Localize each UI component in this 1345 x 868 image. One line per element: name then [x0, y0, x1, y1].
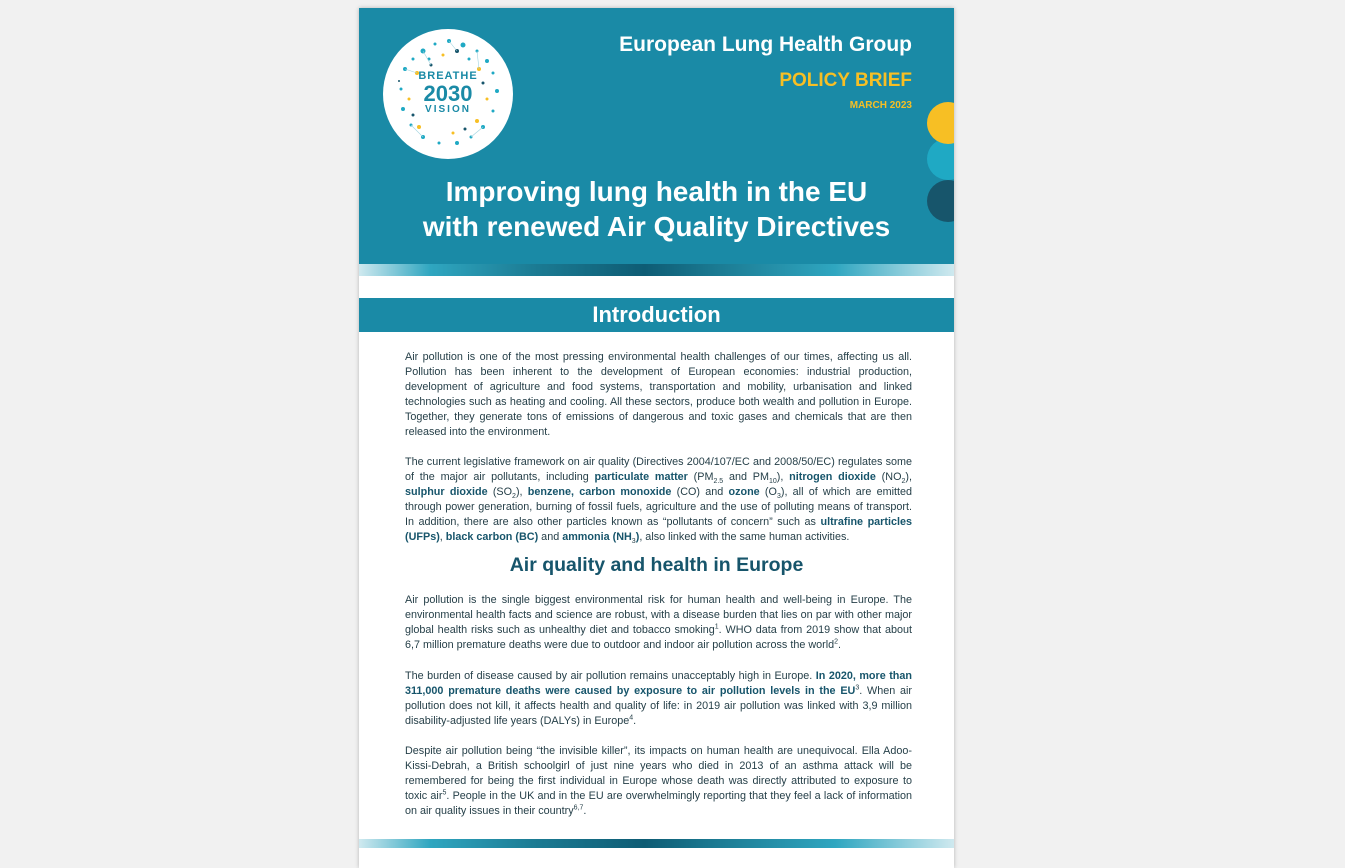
decorative-circle-yellow: [927, 102, 954, 144]
publication-date: MARCH 2023: [849, 100, 912, 111]
header-banner: [359, 8, 954, 264]
header-gradient-stripe: [359, 264, 954, 276]
air-quality-paragraph-1: Air pollution is the single biggest environmental risk for human health and well-being in Europe. The environmental health facts and science are robust, with a disease burden that lies on par with other major global health risks such as unhealthy diet and tobacco smoking$^1$. WHO data from 2019 show that about 6,7 million premature deaths were due to outdoor and indoor air pollution across the world$^2$.: [405, 594, 912, 651]
organization-name: European Lung Health Group: [619, 33, 912, 56]
intro-paragraph-2: The current legislative framework on air quality (Directives 2004/107/EC and 2008/50/EC) regulates some of the major air pollutants, including particulate matter ($PM_{2.5}$ and $PM_{10}$), nitrogen dioxide $(NO_2)$, sulphur dioxide $(SO_2)$, benzene, carbon monoxide (CO) and ozone $(O_3)$, all of which are emitted through power generation, burning of fossil fuels, agriculture and the use of polluting means of transport. In addition, there are also other particles known as “pollutants of concern” such as ultrafine particles (UFPs), black carbon (BC) and ammonia $(NH_3)$, also linked with the same human activities.: [405, 456, 912, 546]
intro-paragraph-1: Air pollution is one of the most pressing environmental health challenges of our times, affecting us all. Pollution has been inherent to the development of European economies: industrial production, development of agriculture and food systems, transportation and mobility, urbanisation and linked technologies such as heating and cooling. All these sectors, produce both wealth and pollution in Europe. Together, they generate tons of emissions of dangerous and toxic gases and chemicals that are then released into the environment.: [405, 351, 912, 438]
document-title: [359, 174, 954, 244]
document-type: POLICY BRIEF: [779, 70, 912, 91]
footer-gradient-stripe: [359, 839, 954, 848]
logo-year-text: 2030: [423, 81, 473, 106]
title-line-2: with renewed Air Quality Directives: [422, 211, 891, 242]
policy-brief-page: [359, 8, 954, 868]
logo-breathe-text: BREATHE: [418, 70, 478, 82]
air-quality-paragraph-2: The burden of disease caused by air pollution remains unacceptably high in Europe. In 2020, more than 311,000 premature deaths were caused by exposure to air pollution levels in the $EU^3$. When air pollution does not kill, it affects health and quality of life: in 2019 air pollution was linked with 3,9 million disability-adjusted life years (DALYs) in Europe$^4$.: [405, 670, 913, 727]
logo-vision-text: VISION: [425, 104, 471, 115]
title-line-1: Improving lung health in the EU: [445, 176, 868, 207]
breathe-vision-logo: [383, 29, 513, 159]
air-quality-heading: Air quality and health in Europe: [509, 554, 804, 576]
introduction-heading: Introduction: [359, 298, 954, 332]
air-quality-paragraph-3: Despite air pollution being “the invisible killer”, its impacts on human health are unequivocal. Ella Adoo-Kissi-Debrah, a British schoolgirl of just nine years who died in 2013 of an asthma attack will be remembered for being the first individual in Europe whose death was directly attributed to exposure to toxic air$^5$. People in the UK and in the EU are overwhelmingly reporting that they feel a lack of information on air quality issues in their country$^{6,7}$.: [405, 745, 912, 817]
